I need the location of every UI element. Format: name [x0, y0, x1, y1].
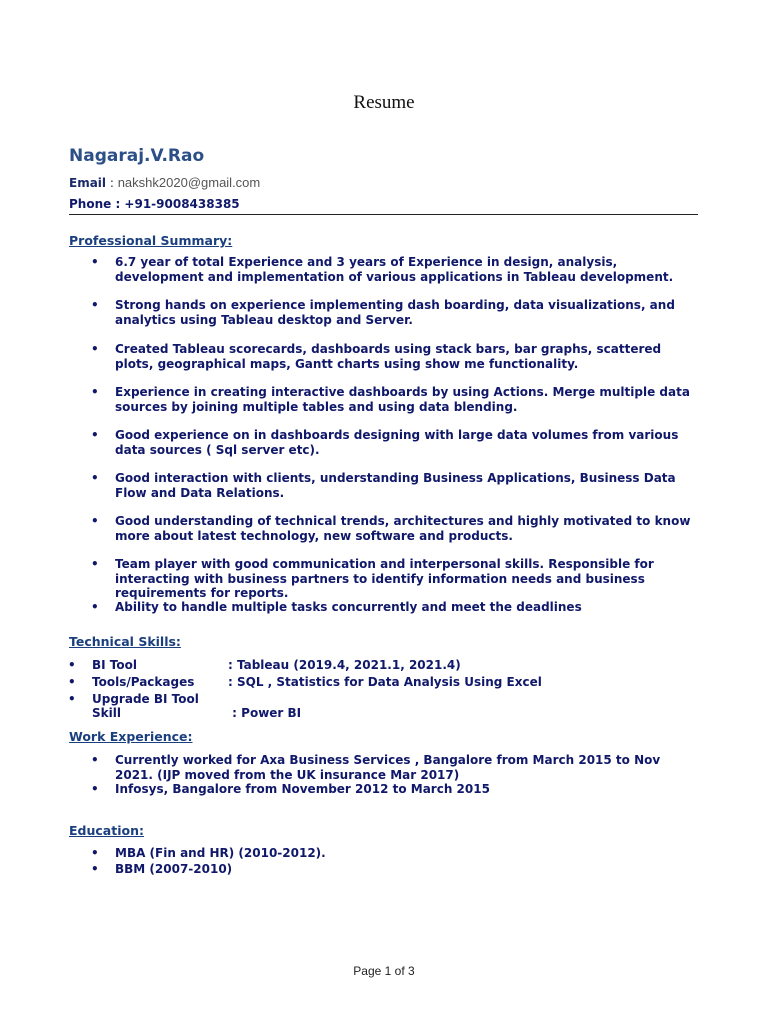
summary-heading: Professional Summary: — [69, 233, 233, 248]
skill-name: Tools/Packages — [92, 675, 195, 689]
summary-item — [91, 600, 703, 615]
summary-item-text: 6.7 year of total Experience and 3 years of Experience in design, analysis, development and implementation of various applications in Tableau development. — [115, 255, 674, 284]
work-heading: Work Experience: — [69, 729, 193, 744]
bullet-icon: • — [68, 675, 76, 689]
bullet-icon: • — [91, 846, 99, 860]
document-title: Resume — [353, 92, 415, 113]
email-row — [69, 175, 260, 190]
work-item — [91, 782, 675, 797]
summary-item — [91, 255, 703, 284]
bullet-icon: • — [91, 782, 99, 796]
skill-name: BI Tool — [92, 658, 137, 672]
bullet-icon: • — [91, 514, 99, 528]
bullet-icon: • — [91, 298, 99, 312]
bullet-icon: • — [91, 342, 99, 356]
work-item-text: Infosys, Bangalore from November 2012 to March 2015 — [115, 782, 490, 796]
summary-item-text: Good experience on in dashboards designing with large data volumes from various data sources ( Sql server etc). — [115, 428, 679, 457]
bullet-icon: • — [91, 428, 99, 442]
bullet-icon: • — [91, 557, 99, 571]
skill-value: : SQL , Statistics for Data Analysis Using Excel — [228, 675, 542, 689]
education-item-text: MBA (Fin and HR) (2010-2012). — [115, 846, 326, 860]
work-item — [91, 753, 675, 782]
email-value[interactable]: nakshk2020@gmail.com — [117, 175, 261, 190]
summary-item-text: Good interaction with clients, understanding Business Applications, Business Data Flow and Data Relations. — [115, 471, 676, 500]
bullet-icon: • — [91, 255, 99, 269]
skill-row — [68, 658, 461, 672]
summary-item — [91, 298, 703, 327]
skills-heading: Technical Skills: — [69, 634, 181, 649]
bullet-icon: • — [91, 471, 99, 485]
skill-row — [68, 692, 302, 720]
education-item-text: BBM (2007-2010) — [115, 862, 233, 876]
page-number: Page 1 of 3 — [353, 964, 415, 978]
summary-item-text: Good understanding of technical trends, architectures and highly motivated to know more about latest technology, new software and products. — [115, 514, 691, 543]
summary-item-text: Experience in creating interactive dashboards by using Actions. Merge multiple data sources by joining multiple tables and using data blending. — [115, 385, 690, 414]
summary-item — [91, 514, 703, 543]
summary-item-text: Strong hands on experience implementing dash boarding, data visualizations, and analytics using Tableau desktop and Server. — [115, 298, 675, 327]
phone-value: Phone : +91-9008438385 — [69, 197, 240, 211]
education-heading: Education: — [69, 823, 144, 838]
candidate-name: Nagaraj.V.Rao — [69, 146, 205, 166]
email-label: Email — [69, 176, 107, 190]
skill-value: : Tableau (2019.4, 2021.1, 2021.4) — [228, 658, 461, 672]
summary-item — [91, 385, 703, 414]
work-item-text: Currently worked for Axa Business Services , Bangalore from March 2015 to Nov 2021. (IJP moved from the UK insurance Mar 2017) — [115, 753, 661, 782]
skill-row — [68, 675, 542, 689]
bullet-icon: • — [91, 600, 99, 614]
summary-item — [91, 471, 703, 500]
summary-item — [91, 342, 703, 371]
email-separator: : — [106, 176, 118, 190]
phone-row — [69, 197, 240, 211]
summary-item-text: Team player with good communication and interpersonal skills. Responsible for interacting with business partners to identify information needs and business requirements for reports. — [115, 557, 654, 600]
bullet-icon: • — [68, 692, 76, 706]
summary-item — [91, 557, 703, 601]
header-divider — [69, 214, 698, 215]
summary-item-text: Ability to handle multiple tasks concurrently and meet the deadlines — [115, 600, 582, 614]
skill-name: Upgrade BI Tool Skill — [92, 692, 199, 720]
education-item — [91, 862, 675, 877]
summary-item-text: Created Tableau scorecards, dashboards using stack bars, bar graphs, scattered plots, geographical maps, Gantt charts using show me functionality. — [115, 342, 662, 371]
summary-item — [91, 428, 703, 457]
skill-value: : Power BI — [228, 706, 302, 720]
bullet-icon: • — [68, 658, 76, 672]
bullet-icon: • — [91, 385, 99, 399]
bullet-icon: • — [91, 862, 99, 876]
bullet-icon: • — [91, 753, 99, 767]
education-item — [91, 846, 675, 861]
